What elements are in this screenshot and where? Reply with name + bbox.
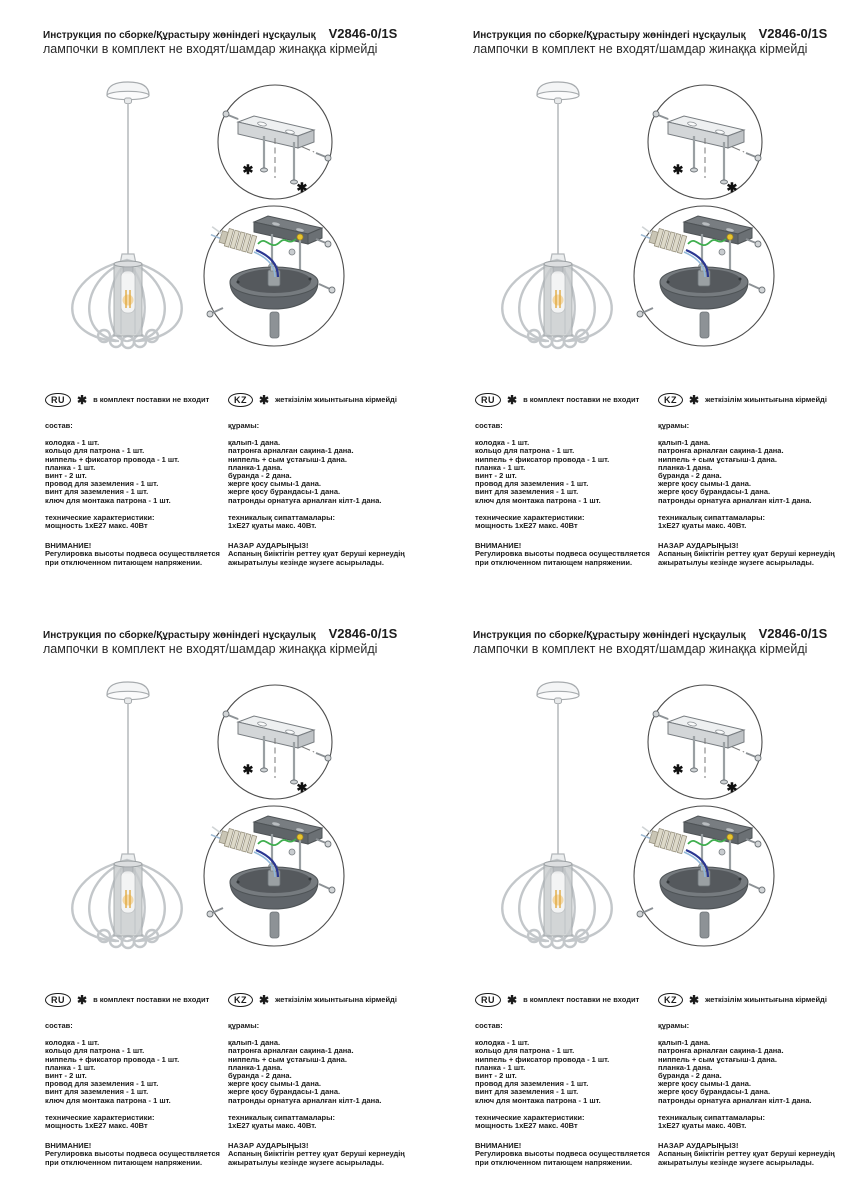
ru-badge: RU bbox=[475, 993, 501, 1008]
assembly-diagrams bbox=[626, 80, 791, 350]
asterisk-icon: ✱ bbox=[259, 393, 270, 407]
asterisk-icon: ✱ bbox=[672, 162, 684, 177]
part-item: жерге қосу бұрандасы-1 дана. bbox=[228, 1087, 341, 1097]
asterisk-icon: ✱ bbox=[689, 393, 700, 407]
kz-section bbox=[228, 992, 420, 1167]
kz-warning-title: НАЗАР АУДАРЫҢЫЗ! bbox=[658, 541, 739, 551]
part-item: патронды орнатуға арналған кілт-1 дана. bbox=[228, 1095, 382, 1105]
header-title: Инструкция по сборке/Құрастыру жөніндегі нұсқаулық bbox=[43, 30, 316, 41]
part-item: ниппель + фиксатор провода - 1 шт. bbox=[45, 1054, 180, 1064]
ru-warning-text: Регулировка высоты подвеса осуществляется при отключенном питающем напряжении. bbox=[45, 549, 220, 567]
kz-warning-text: Аспаның биіктігін реттеу қуат беруші кернеудің ажыратылуы кезінде жүзеге асырылады. bbox=[228, 1149, 405, 1167]
ru-warning-title: ВНИМАНИЕ! bbox=[45, 541, 92, 551]
ru-warning-title: ВНИМАНИЕ! bbox=[475, 541, 522, 551]
part-item: бұранда - 2 дана. bbox=[228, 471, 292, 481]
ru-warning-title: ВНИМАНИЕ! bbox=[45, 1141, 92, 1151]
cup-stem bbox=[270, 312, 279, 338]
ru-parts-list bbox=[45, 1039, 225, 1105]
cup-stem bbox=[270, 912, 279, 938]
pendant-lamp-drawing bbox=[488, 678, 626, 950]
part-item: ниппель + фиксатор провода - 1 шт. bbox=[475, 454, 610, 464]
part-item: патронға арналған сақина-1 дана. bbox=[228, 1046, 354, 1056]
mounting-bracket-diagram bbox=[648, 85, 762, 199]
kz-list-title: құрамы: bbox=[658, 421, 690, 430]
part-item: ниппель + сым ұстағыш-1 дана. bbox=[658, 454, 777, 464]
part-item: бұранда - 2 дана. bbox=[658, 471, 722, 481]
assembly-diagrams bbox=[626, 680, 791, 950]
ceiling-canopy bbox=[107, 82, 149, 104]
ceiling-canopy bbox=[107, 682, 149, 704]
ru-specs-title: технические характеристики: bbox=[45, 512, 155, 522]
kz-badge-row bbox=[228, 392, 420, 408]
hex-nut-icon bbox=[289, 249, 295, 255]
model-number: V2846-0/1S bbox=[758, 26, 828, 41]
part-item: планка-1 дана. bbox=[658, 462, 713, 472]
ru-warning bbox=[45, 1142, 225, 1167]
ground-ring-terminal bbox=[297, 834, 303, 840]
ground-ring-terminal bbox=[727, 834, 733, 840]
pendant-lamp-drawing bbox=[488, 78, 626, 350]
kz-note: жеткізілім жиынтығына кірмейді bbox=[705, 394, 827, 404]
kz-specs-value: 1хЕ27 қуаты макс. 40Вт. bbox=[228, 521, 317, 531]
ru-warning bbox=[475, 542, 655, 567]
kz-list-title: құрамы: bbox=[228, 1021, 260, 1030]
ru-note: в комплект поставки не входит bbox=[93, 394, 210, 404]
header-line bbox=[473, 626, 849, 641]
instruction-panel bbox=[0, 0, 430, 600]
mounting-bracket-diagram bbox=[648, 685, 762, 799]
part-item: планка - 1 шт. bbox=[45, 462, 96, 472]
ru-section bbox=[475, 992, 655, 1167]
ru-warning-text: Регулировка высоты подвеса осуществляется при отключенном питающем напряжении. bbox=[45, 1149, 220, 1167]
ru-specs bbox=[475, 514, 655, 530]
asterisk-icon: ✱ bbox=[259, 993, 270, 1007]
part-item: ключ для монтажа патрона - 1 шт. bbox=[475, 495, 601, 505]
ru-badge-row bbox=[475, 392, 655, 408]
ru-note: в комплект поставки не входит bbox=[523, 994, 640, 1004]
ru-specs-value: мощность 1хЕ27 макс. 40Вт bbox=[475, 1121, 578, 1131]
assembly-diagrams bbox=[196, 80, 361, 350]
asterisk-icon: ✱ bbox=[672, 762, 684, 777]
kz-parts-list bbox=[658, 439, 849, 505]
asterisk-icon: ✱ bbox=[726, 180, 738, 195]
part-item: қалып-1 дана. bbox=[228, 438, 281, 448]
asterisk-icon: ✱ bbox=[689, 993, 700, 1007]
part-item: ключ для монтажа патрона - 1 шт. bbox=[45, 1095, 171, 1105]
header-subtitle: лампочки в комплект не входят/шамдар жинаққа кірмейді bbox=[473, 42, 808, 56]
light-bulb bbox=[551, 867, 565, 913]
ru-badge-row bbox=[475, 992, 655, 1008]
ceiling-canopy bbox=[537, 682, 579, 704]
asterisk-icon: ✱ bbox=[726, 780, 738, 795]
header-line bbox=[43, 26, 421, 41]
kz-specs-title: техникалық сипаттамалары: bbox=[228, 1112, 336, 1122]
part-item: бұранда - 2 дана. bbox=[658, 1071, 722, 1081]
part-item: колодка - 1 шт. bbox=[45, 1038, 100, 1048]
kz-note: жеткізілім жиынтығына кірмейді bbox=[275, 994, 397, 1004]
panel-header bbox=[473, 626, 849, 656]
ru-specs bbox=[475, 1114, 655, 1130]
ru-warning bbox=[475, 1142, 655, 1167]
part-item: жерге қосу бұрандасы-1 дана. bbox=[658, 1087, 771, 1097]
asterisk-icon: ✱ bbox=[296, 780, 308, 795]
light-bulb bbox=[121, 267, 135, 313]
part-item: ниппель + сым ұстағыш-1 дана. bbox=[228, 1054, 347, 1064]
ru-specs-title: технические характеристики: bbox=[475, 512, 585, 522]
kz-warning bbox=[228, 542, 420, 567]
header-subtitle: лампочки в комплект не входят/шамдар жинаққа кірмейді bbox=[43, 42, 378, 56]
kz-specs bbox=[228, 1114, 420, 1130]
kz-badge: KZ bbox=[658, 993, 683, 1008]
ru-parts-list bbox=[475, 439, 655, 505]
header-title: Инструкция по сборке/Құрастыру жөніндегі нұсқаулық bbox=[43, 630, 316, 641]
part-item: провод для заземления - 1 шт. bbox=[475, 479, 589, 489]
mounting-bracket-diagram bbox=[218, 85, 332, 199]
part-item: жерге қосу бұрандасы-1 дана. bbox=[658, 487, 771, 497]
ru-badge-row bbox=[45, 992, 225, 1008]
kz-warning-text: Аспаның биіктігін реттеу қуат беруші кернеудің ажыратылуы кезінде жүзеге асырылады. bbox=[658, 1149, 835, 1167]
part-item: кольцо для патрона - 1 шт. bbox=[45, 1046, 145, 1056]
part-item: кольцо для патрона - 1 шт. bbox=[475, 446, 575, 456]
ru-badge: RU bbox=[475, 393, 501, 408]
kz-badge: KZ bbox=[658, 393, 683, 408]
kz-parts-list bbox=[228, 439, 420, 505]
cup-stem bbox=[700, 312, 709, 338]
header-title: Инструкция по сборке/Құрастыру жөніндегі нұсқаулық bbox=[473, 630, 746, 641]
part-item: кольцо для патрона - 1 шт. bbox=[45, 446, 145, 456]
part-item: патронға арналған сақина-1 дана. bbox=[228, 446, 354, 456]
ru-parts-list bbox=[45, 439, 225, 505]
assembly-diagrams bbox=[196, 680, 361, 950]
ceiling-canopy bbox=[537, 82, 579, 104]
part-item: винт - 2 шт. bbox=[45, 1071, 87, 1081]
ru-section bbox=[45, 392, 225, 567]
kz-note: жеткізілім жиынтығына кірмейді bbox=[275, 394, 397, 404]
ru-specs-title: технические характеристики: bbox=[45, 1112, 155, 1122]
light-bulb bbox=[551, 267, 565, 313]
kz-specs-value: 1хЕ27 қуаты макс. 40Вт. bbox=[228, 1121, 317, 1131]
kz-warning-text: Аспаның биіктігін реттеу қуат беруші кернеудің ажыратылуы кезінде жүзеге асырылады. bbox=[658, 549, 835, 567]
header-line bbox=[43, 626, 421, 641]
part-item: провод для заземления - 1 шт. bbox=[475, 1079, 589, 1089]
part-item: планка - 1 шт. bbox=[45, 1062, 96, 1072]
canopy-wiring-diagram bbox=[634, 806, 774, 946]
ru-note: в комплект поставки не входит bbox=[93, 994, 210, 1004]
asterisk-icon: ✱ bbox=[242, 162, 254, 177]
part-item: жерге қосу сымы-1 дана. bbox=[228, 1079, 322, 1089]
part-item: қалып-1 дана. bbox=[658, 1038, 711, 1048]
model-number: V2846-0/1S bbox=[328, 26, 398, 41]
ru-list-title: состав: bbox=[475, 1021, 503, 1030]
part-item: винт - 2 шт. bbox=[475, 471, 517, 481]
header-line bbox=[473, 26, 849, 41]
panel-header bbox=[43, 26, 421, 56]
ru-list-title: состав: bbox=[45, 1021, 73, 1030]
part-item: планка - 1 шт. bbox=[475, 1062, 526, 1072]
ru-section bbox=[45, 992, 225, 1167]
ru-badge: RU bbox=[45, 993, 71, 1008]
part-item: винт для заземления - 1 шт. bbox=[475, 487, 579, 497]
kz-specs-title: техникалық сипаттамалары: bbox=[228, 512, 336, 522]
kz-badge-row bbox=[658, 992, 849, 1008]
part-item: винт - 2 шт. bbox=[45, 471, 87, 481]
kz-warning-text: Аспаның биіктігін реттеу қуат беруші кернеудің ажыратылуы кезінде жүзеге асырылады. bbox=[228, 549, 405, 567]
ru-warning bbox=[45, 542, 225, 567]
kz-list-title: құрамы: bbox=[658, 1021, 690, 1030]
instruction-panel bbox=[430, 0, 849, 600]
part-item: жерге қосу сымы-1 дана. bbox=[658, 479, 752, 489]
hex-nut-icon bbox=[289, 849, 295, 855]
canopy-wiring-diagram bbox=[634, 206, 774, 346]
part-item: ниппель + сым ұстағыш-1 дана. bbox=[228, 454, 347, 464]
panel-header bbox=[473, 26, 849, 56]
ru-specs-value: мощность 1хЕ27 макс. 40Вт bbox=[45, 521, 148, 531]
part-item: патронға арналған сақина-1 дана. bbox=[658, 446, 784, 456]
canopy-wiring-diagram bbox=[204, 806, 344, 946]
pendant-lamp-drawing bbox=[58, 78, 196, 350]
part-item: қалып-1 дана. bbox=[658, 438, 711, 448]
kz-section bbox=[658, 392, 849, 567]
ru-section bbox=[475, 392, 655, 567]
part-item: ключ для монтажа патрона - 1 шт. bbox=[45, 495, 171, 505]
asterisk-icon: ✱ bbox=[77, 393, 88, 407]
kz-specs-value: 1хЕ27 қуаты макс. 40Вт. bbox=[658, 521, 747, 531]
pendant-lamp-drawing bbox=[58, 678, 196, 950]
ru-specs bbox=[45, 1114, 225, 1130]
instruction-panel bbox=[430, 600, 849, 1200]
part-item: планка - 1 шт. bbox=[475, 462, 526, 472]
ru-warning-title: ВНИМАНИЕ! bbox=[475, 1141, 522, 1151]
kz-badge-row bbox=[228, 992, 420, 1008]
part-item: ключ для монтажа патрона - 1 шт. bbox=[475, 1095, 601, 1105]
kz-section bbox=[658, 992, 849, 1167]
kz-section bbox=[228, 392, 420, 567]
kz-warning-title: НАЗАР АУДАРЫҢЫЗ! bbox=[658, 1141, 739, 1151]
kz-specs bbox=[658, 1114, 849, 1130]
part-item: ниппель + сым ұстағыш-1 дана. bbox=[658, 1054, 777, 1064]
kz-warning bbox=[658, 1142, 849, 1167]
part-item: планка-1 дана. bbox=[658, 1062, 713, 1072]
part-item: патронды орнатуға арналған кілт-1 дана. bbox=[658, 1095, 812, 1105]
ru-specs-title: технические характеристики: bbox=[475, 1112, 585, 1122]
part-item: патронды орнатуға арналған кілт-1 дана. bbox=[228, 495, 382, 505]
kz-specs-value: 1хЕ27 қуаты макс. 40Вт. bbox=[658, 1121, 747, 1131]
part-item: бұранда - 2 дана. bbox=[228, 1071, 292, 1081]
kz-badge-row bbox=[658, 392, 849, 408]
asterisk-icon: ✱ bbox=[77, 993, 88, 1007]
part-item: винт для заземления - 1 шт. bbox=[475, 1087, 579, 1097]
part-item: планка-1 дана. bbox=[228, 1062, 283, 1072]
part-item: провод для заземления - 1 шт. bbox=[45, 479, 159, 489]
kz-badge: KZ bbox=[228, 993, 253, 1008]
part-item: жерге қосу бұрандасы-1 дана. bbox=[228, 487, 341, 497]
ru-parts-list bbox=[475, 1039, 655, 1105]
canopy-wiring-diagram bbox=[204, 206, 344, 346]
part-item: патронға арналған сақина-1 дана. bbox=[658, 1046, 784, 1056]
model-number: V2846-0/1S bbox=[328, 626, 398, 641]
asterisk-icon: ✱ bbox=[296, 180, 308, 195]
part-item: патронды орнатуға арналған кілт-1 дана. bbox=[658, 495, 812, 505]
part-item: жерге қосу сымы-1 дана. bbox=[658, 1079, 752, 1089]
part-item: ниппель + фиксатор провода - 1 шт. bbox=[45, 454, 180, 464]
kz-specs-title: техникалық сипаттамалары: bbox=[658, 1112, 766, 1122]
kz-specs bbox=[658, 514, 849, 530]
ru-specs bbox=[45, 514, 225, 530]
instruction-panel bbox=[0, 600, 430, 1200]
part-item: планка-1 дана. bbox=[228, 462, 283, 472]
kz-specs-title: техникалық сипаттамалары: bbox=[658, 512, 766, 522]
part-item: винт для заземления - 1 шт. bbox=[45, 1087, 149, 1097]
part-item: қалып-1 дана. bbox=[228, 1038, 281, 1048]
kz-parts-list bbox=[658, 1039, 849, 1105]
ground-ring-terminal bbox=[297, 234, 303, 240]
kz-badge: KZ bbox=[228, 393, 253, 408]
light-bulb bbox=[121, 867, 135, 913]
part-item: жерге қосу сымы-1 дана. bbox=[228, 479, 322, 489]
ru-list-title: состав: bbox=[475, 421, 503, 430]
ru-warning-text: Регулировка высоты подвеса осуществляется при отключенном питающем напряжении. bbox=[475, 1149, 650, 1167]
asterisk-icon: ✱ bbox=[507, 993, 518, 1007]
header-subtitle: лампочки в комплект не входят/шамдар жинаққа кірмейді bbox=[473, 642, 808, 656]
kz-warning bbox=[228, 1142, 420, 1167]
part-item: провод для заземления - 1 шт. bbox=[45, 1079, 159, 1089]
kz-list-title: құрамы: bbox=[228, 421, 260, 430]
ru-specs-value: мощность 1хЕ27 макс. 40Вт bbox=[475, 521, 578, 531]
part-item: колодка - 1 шт. bbox=[475, 1038, 530, 1048]
part-item: кольцо для патрона - 1 шт. bbox=[475, 1046, 575, 1056]
model-number: V2846-0/1S bbox=[758, 626, 828, 641]
kz-warning-title: НАЗАР АУДАРЫҢЫЗ! bbox=[228, 1141, 309, 1151]
part-item: ниппель + фиксатор провода - 1 шт. bbox=[475, 1054, 610, 1064]
ru-specs-value: мощность 1хЕ27 макс. 40Вт bbox=[45, 1121, 148, 1131]
ground-ring-terminal bbox=[727, 234, 733, 240]
ru-badge-row bbox=[45, 392, 225, 408]
part-item: колодка - 1 шт. bbox=[45, 438, 100, 448]
part-item: винт - 2 шт. bbox=[475, 1071, 517, 1081]
mounting-bracket-diagram bbox=[218, 685, 332, 799]
asterisk-icon: ✱ bbox=[507, 393, 518, 407]
kz-parts-list bbox=[228, 1039, 420, 1105]
ru-list-title: состав: bbox=[45, 421, 73, 430]
header-title: Инструкция по сборке/Құрастыру жөніндегі нұсқаулық bbox=[473, 30, 746, 41]
part-item: колодка - 1 шт. bbox=[475, 438, 530, 448]
cup-stem bbox=[700, 912, 709, 938]
asterisk-icon: ✱ bbox=[242, 762, 254, 777]
part-item: винт для заземления - 1 шт. bbox=[45, 487, 149, 497]
ru-badge: RU bbox=[45, 393, 71, 408]
kz-specs bbox=[228, 514, 420, 530]
ru-note: в комплект поставки не входит bbox=[523, 394, 640, 404]
hex-nut-icon bbox=[719, 849, 725, 855]
header-subtitle: лампочки в комплект не входят/шамдар жинаққа кірмейді bbox=[43, 642, 378, 656]
kz-warning bbox=[658, 542, 849, 567]
ru-warning-text: Регулировка высоты подвеса осуществляется при отключенном питающем напряжении. bbox=[475, 549, 650, 567]
hex-nut-icon bbox=[719, 249, 725, 255]
kz-warning-title: НАЗАР АУДАРЫҢЫЗ! bbox=[228, 541, 309, 551]
panel-header bbox=[43, 626, 421, 656]
kz-note: жеткізілім жиынтығына кірмейді bbox=[705, 994, 827, 1004]
